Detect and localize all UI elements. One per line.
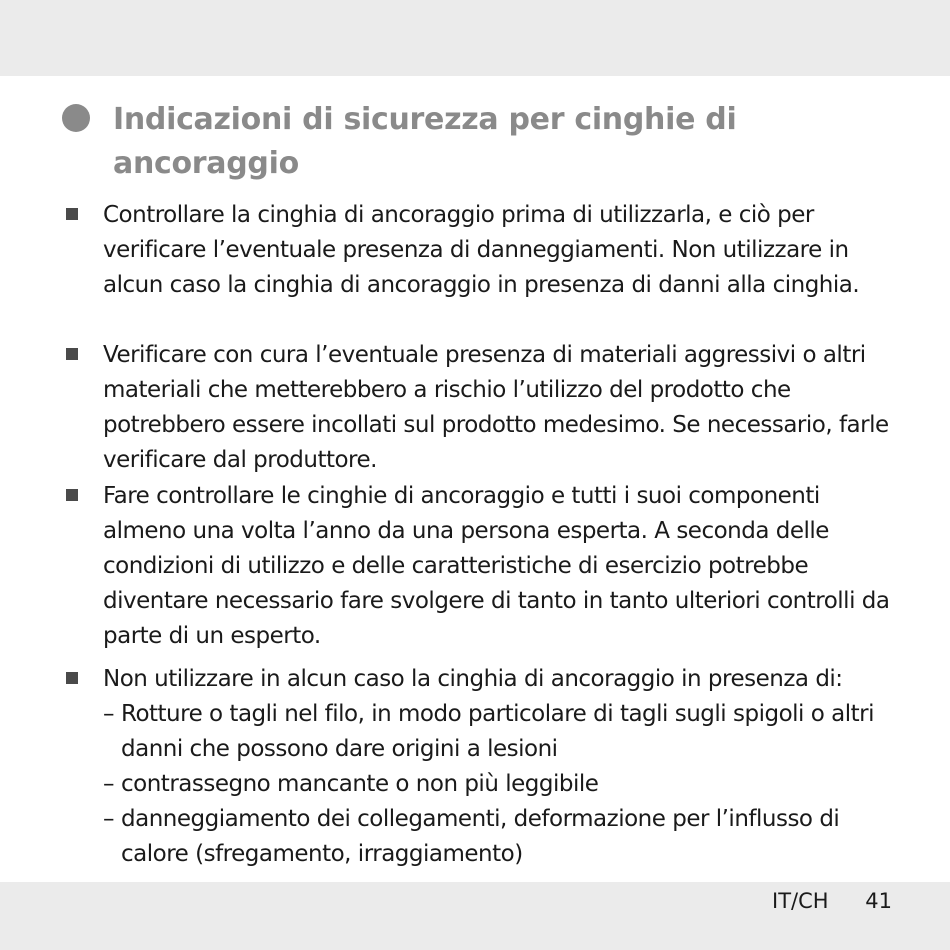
sub-list-item — [103, 802, 893, 872]
square-bullet-icon — [66, 348, 78, 360]
list-item: Verificare con cura l’eventuale presenza di materiali aggressivi o altri materiali che metterebbero a rischio l’utilizzo del prodotto che potrebbero essere incollati sul prodotto medesimo. Se necessario, farle verificare dal produttore. — [103, 342, 889, 473]
language-code: IT/CH — [772, 889, 829, 913]
sub-list-item-text: Rotture o tagli nel filo, in modo particolare di tagli sugli spigoli o altri danni che possono dare origini a lesioni — [121, 701, 874, 762]
square-bullet-icon — [66, 489, 78, 501]
sub-list-item-text: contrassegno mancante o non più leggibile — [121, 771, 599, 797]
top-band — [0, 0, 950, 76]
dash-marker: – — [103, 701, 114, 727]
list-item: Fare controllare le cinghie di ancoraggio e tutti i suoi componenti almeno una volta l’anno da una persona esperta. A seconda delle condizioni di utilizzo e delle caratteristiche di esercizio potrebbe diventare necessario fare svolgere di tanto in tanto ulteriori controlli da parte di un esperto. — [103, 483, 890, 649]
page-footer — [772, 886, 892, 916]
section-title: Indicazioni di sicurezza per cinghie di ancoraggio — [113, 102, 737, 181]
square-bullet-icon — [66, 208, 78, 220]
sub-list-item-text: danneggiamento dei collegamenti, deformazione per l’influsso di calore (sfregamento, irraggiamento) — [121, 806, 840, 867]
sub-list-item — [103, 767, 893, 802]
dash-marker: – — [103, 771, 114, 797]
sub-list-item — [103, 697, 893, 767]
list-item: Non utilizzare in alcun caso la cinghia di ancoraggio in presenza di: — [103, 666, 843, 692]
heading-bullet-icon — [62, 104, 90, 132]
page-number: 41 — [865, 889, 892, 913]
list-item: Controllare la cinghia di ancoraggio prima di utilizzarla, e ciò per verificare l’eventuale presenza di danneggiamenti. Non utilizzare in alcun caso la cinghia di ancoraggio in presenza di danni alla cinghia. — [103, 202, 860, 298]
square-bullet-icon — [66, 672, 78, 684]
dash-marker: – — [103, 806, 114, 832]
